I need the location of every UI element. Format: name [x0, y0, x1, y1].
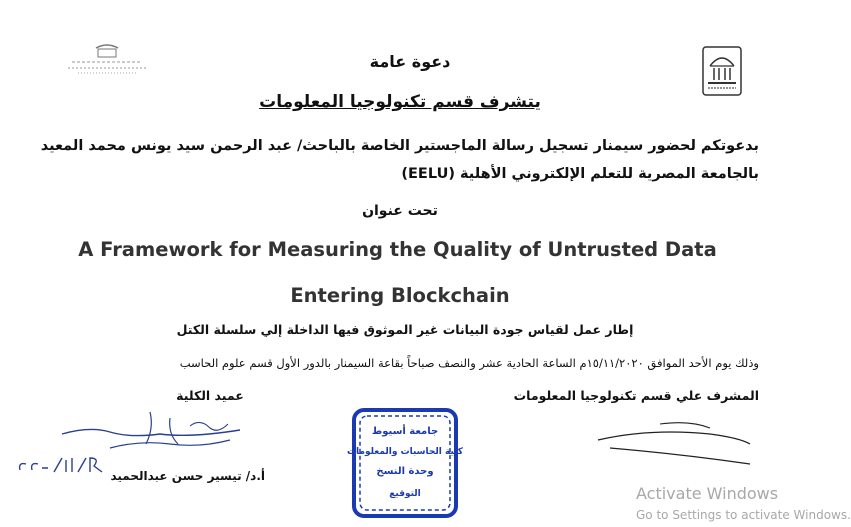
thesis-title-en-line-1: A Framework for Measuring the Quality of Untrusted Data: [78, 238, 717, 261]
invitation-heading: دعوة عامة: [369, 52, 451, 71]
activate-windows-subtitle: Go to Settings to activate Windows.: [636, 508, 851, 522]
invitation-paragraph: [39, 132, 759, 188]
department-line: يتشرف قسم تكنولوجيا المعلومات: [259, 92, 541, 112]
invitation-line-1: بدعوتكم لحضور سيمنار تسجيل رسالة الماجستير الخاصة بالباحث/ عبد الرحمن سيد يونس محمد المعيد: [40, 138, 759, 154]
invitation-line-2: بالجامعة المصرية للتعلم الإلكتروني الأهلية (EELU): [401, 166, 759, 182]
thesis-title-ar: إطار عمل لقياس جودة البيانات غير الموثوق فيها الداخلة إلي سلسلة الكتل: [176, 322, 634, 337]
dean-title: عميد الكلية: [176, 388, 244, 403]
dean-name: أ.د/ تيسير حسن عبدالحميد: [110, 469, 265, 483]
activate-windows-title: Activate Windows: [636, 484, 779, 503]
thesis-title-en-line-2: Entering Blockchain: [290, 284, 510, 307]
supervisor-title: المشرف علي قسم تكنولوجيا المعلومات: [513, 388, 759, 403]
stamp-line-2: كلية الحاسبات والمعلومات: [346, 447, 464, 457]
seminar-date-line: وذلك يوم الأحد الموافق ١٥/١١/٢٠٢٠م الساعة الحادية عشر والنصف صباحاً بقاعة السيمنار بالدور الأول قسم علوم الحاسب: [179, 356, 759, 370]
stamp-line-3: وحدة النسخ: [376, 466, 434, 477]
university-logo-left: [62, 40, 152, 80]
stamp-line-4: التوقيع: [389, 489, 421, 499]
supervisor-signature: [590, 414, 760, 470]
faculty-stamp: [348, 406, 462, 521]
subtitle-label: تحت عنوان: [362, 203, 438, 219]
stamp-line-1: جامعة أسيوط: [371, 426, 439, 437]
faculty-logo-right: [700, 44, 744, 98]
